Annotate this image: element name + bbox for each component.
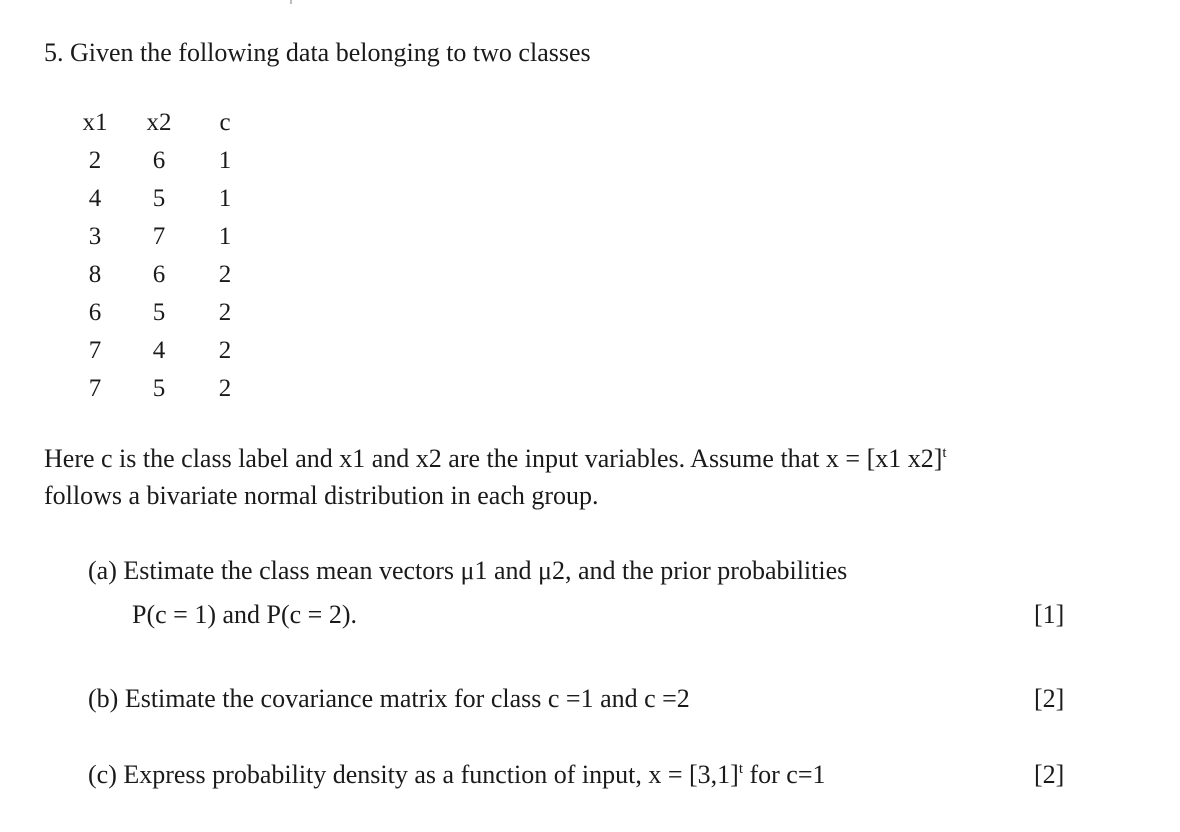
cell-x2: 6 (152, 147, 166, 174)
cell-c: 1 (218, 185, 232, 212)
cell-c: 2 (218, 299, 232, 326)
part-c-text-before: (c) Express probability density as a function of input, x = [3,1] (88, 760, 739, 789)
part-c-text (88, 755, 826, 795)
part-a-line-1: (a) Estimate the class mean vectors μ1 and μ2, and the prior probabilities (88, 556, 848, 585)
top-edge-mark (290, 0, 292, 4)
cell-x1: 6 (88, 299, 102, 326)
header-x2: x2 (146, 109, 172, 136)
cell-x1: 7 (88, 337, 102, 364)
cell-x2: 7 (152, 223, 166, 250)
table-header-row (80, 104, 250, 142)
cell-x1: 4 (88, 185, 102, 212)
table-row (80, 332, 250, 370)
cell-x2: 6 (152, 261, 166, 288)
header-c: c (219, 109, 231, 136)
description-line-1 (44, 440, 947, 477)
cell-c: 2 (218, 337, 232, 364)
part-b-text: (b) Estimate the covariance matrix for class c =1 and c =2 (88, 684, 690, 713)
cell-c: 1 (218, 147, 232, 174)
part-c-text-after: for c=1 (742, 760, 826, 789)
table-row (80, 180, 250, 218)
cell-x2: 5 (152, 299, 166, 326)
header-x1: x1 (82, 109, 108, 136)
cell-x1: 2 (88, 147, 102, 174)
cell-x2: 5 (152, 375, 166, 402)
cell-x2: 5 (152, 185, 166, 212)
cell-x1: 3 (88, 223, 102, 250)
cell-x2: 4 (152, 337, 166, 364)
part-c-transpose-superscript: t (738, 761, 743, 777)
table-row (80, 256, 250, 294)
cell-x1: 7 (88, 375, 102, 402)
part-b-marks: [2] (1034, 684, 1065, 713)
transpose-superscript: t (942, 445, 947, 461)
cell-c: 1 (218, 223, 232, 250)
table-row (80, 294, 250, 332)
cell-c: 2 (218, 375, 232, 402)
cell-c: 2 (218, 261, 232, 288)
cell-x1: 8 (88, 261, 102, 288)
question-title: 5. Given the following data belonging to two classes (44, 38, 591, 67)
data-table (80, 104, 250, 408)
part-c-marks: [2] (1034, 760, 1065, 789)
table-row (80, 142, 250, 180)
table-row (80, 218, 250, 256)
table-row (80, 370, 250, 408)
description-line-2: follows a bivariate normal distribution in each group. (44, 481, 599, 510)
part-a-line-2: P(c = 1) and P(c = 2). (132, 600, 357, 629)
part-a-marks: [1] (1034, 600, 1065, 629)
description-line-1-text: Here c is the class label and x1 and x2 are the input variables. Assume that x = [x1 x2] (44, 444, 943, 473)
description-paragraph (44, 440, 947, 514)
